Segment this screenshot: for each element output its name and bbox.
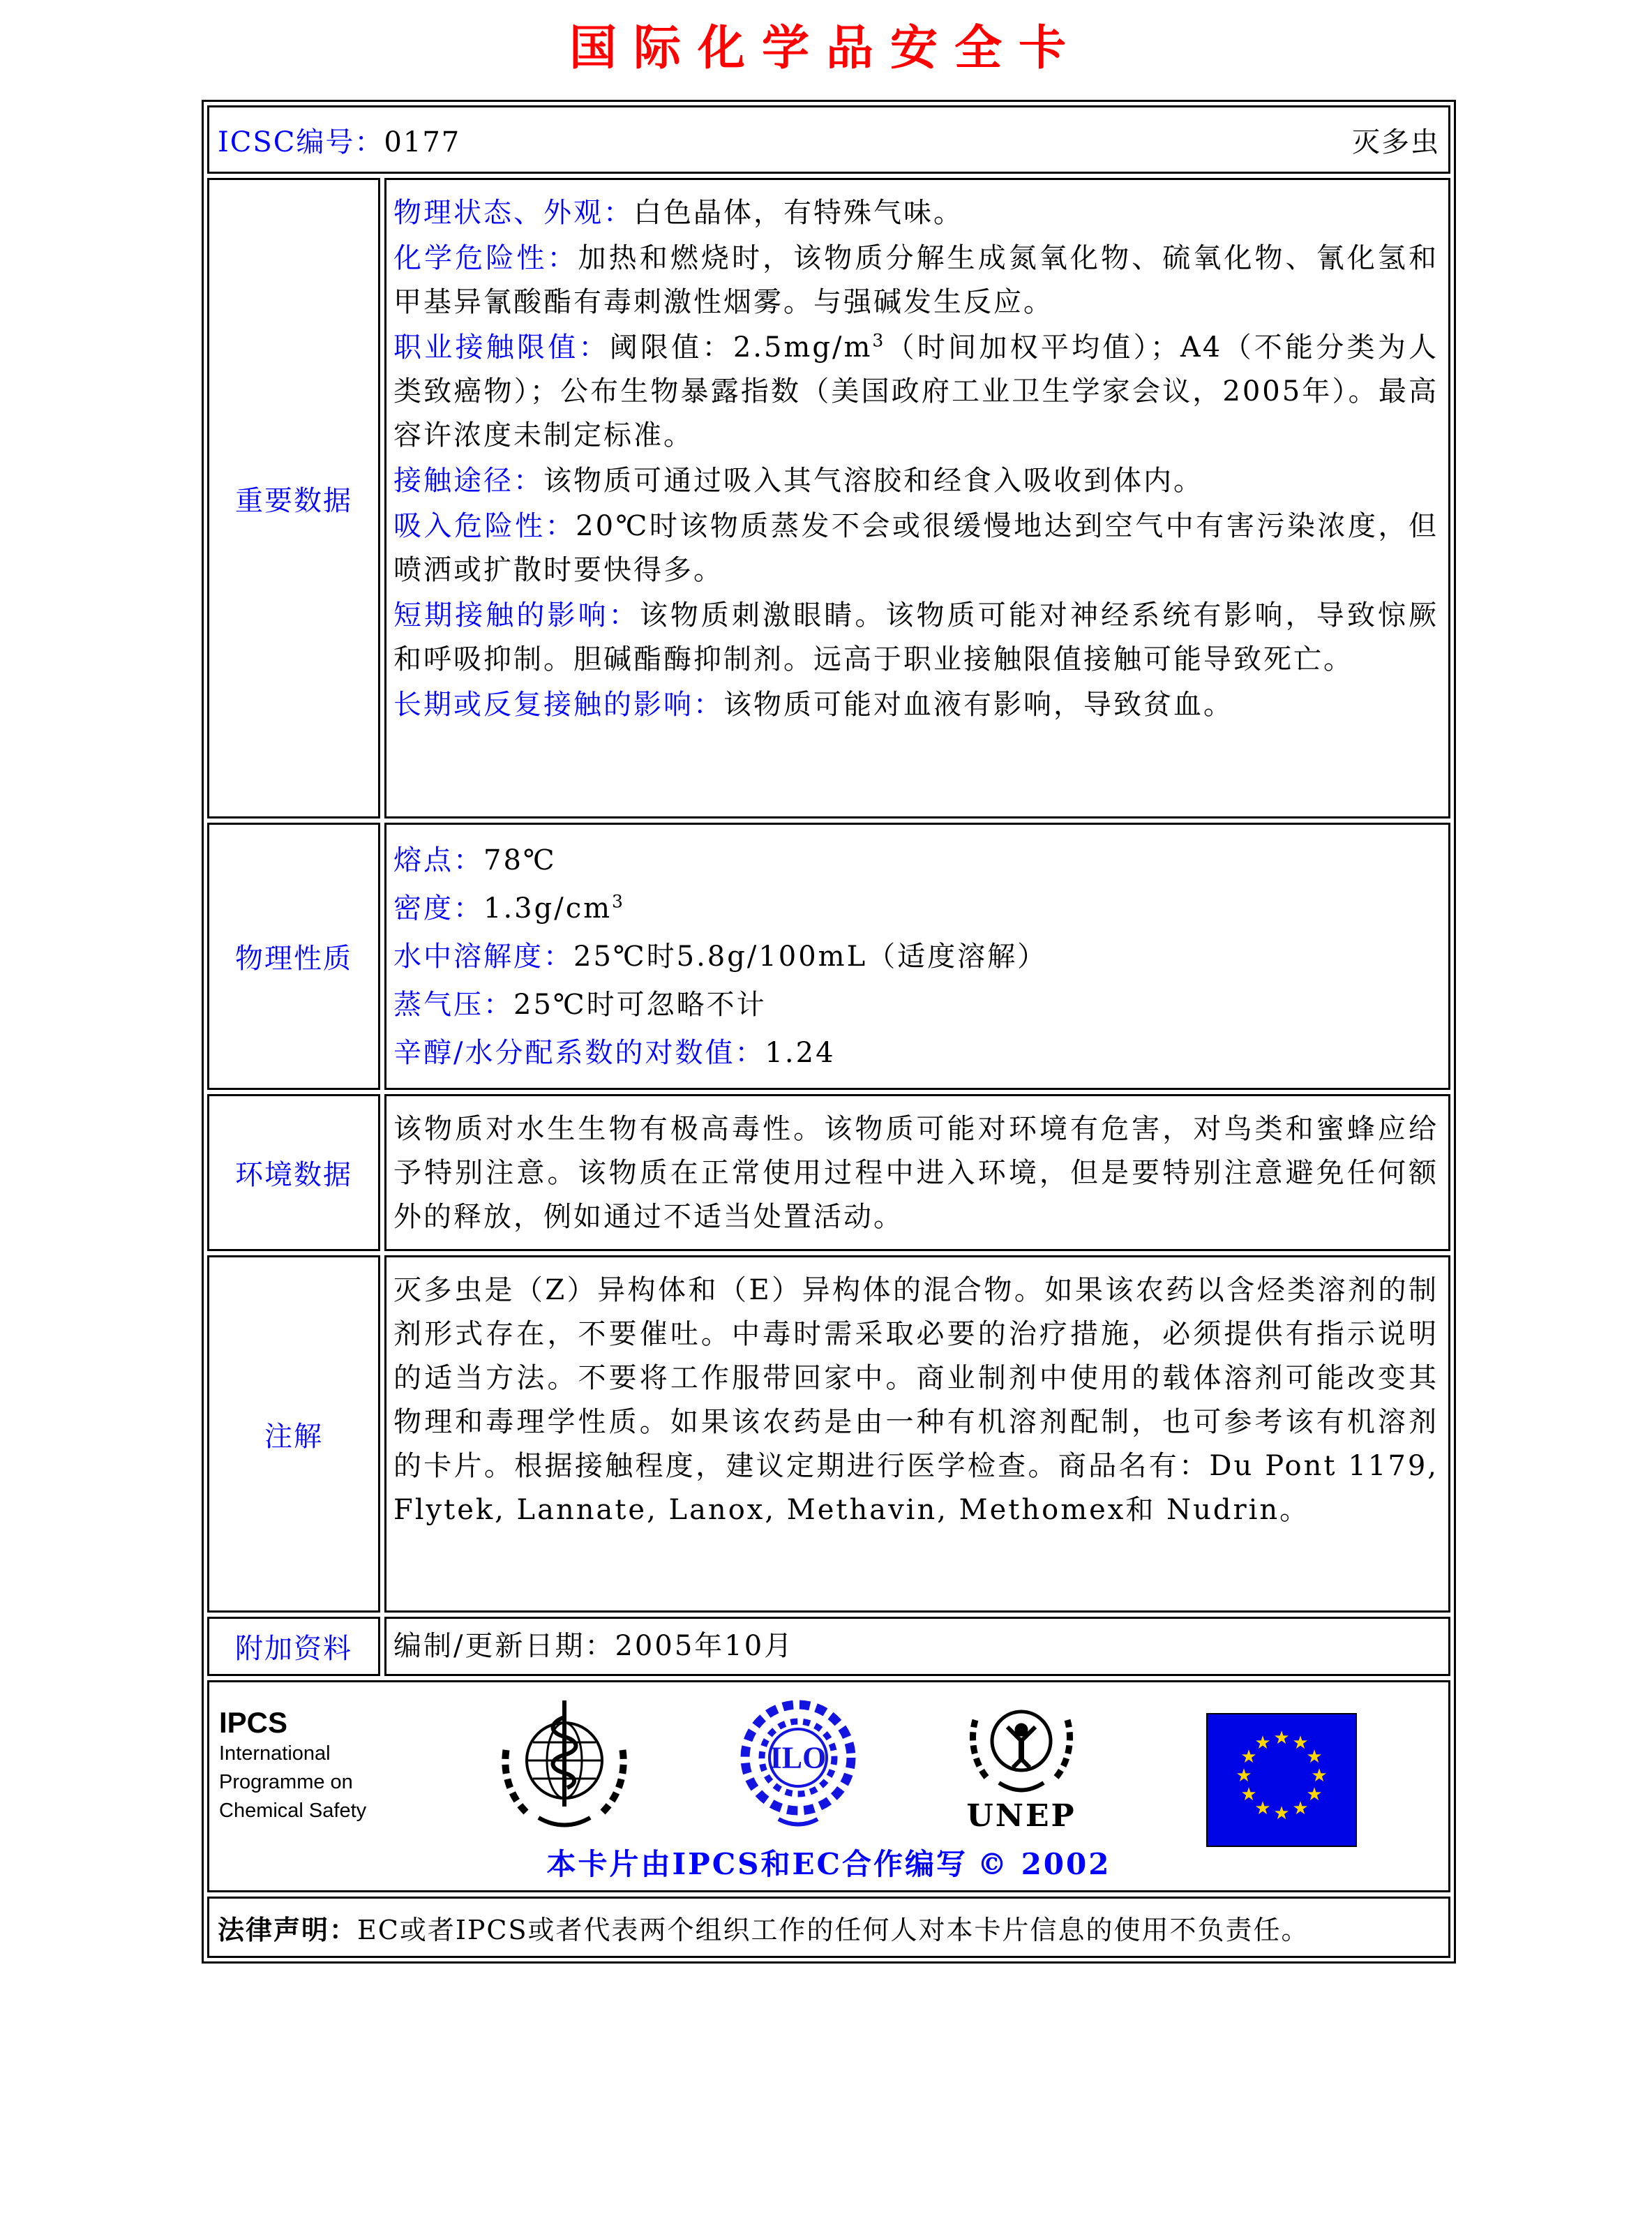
ilo-letters: ILO xyxy=(769,1740,827,1775)
field-long-term-effects xyxy=(393,683,1439,727)
eu-star: ★ xyxy=(1292,1798,1309,1819)
additional-info-row xyxy=(207,1617,1450,1676)
legal-text: EC或者IPCS或者代表两个组织工作的任何人对本卡片信息的使用不负责任。 xyxy=(357,1914,1309,1945)
field-physical-state xyxy=(393,191,1439,235)
eu-star: ★ xyxy=(1240,1747,1257,1767)
eu-star: ★ xyxy=(1306,1747,1323,1767)
field-density xyxy=(393,887,1439,931)
important-data-row xyxy=(207,178,1450,818)
footer-row xyxy=(207,1680,1450,1892)
icsc-number-value: 0177 xyxy=(384,126,461,158)
field-text: 1.24 xyxy=(765,1037,836,1069)
footer-cell xyxy=(207,1680,1450,1892)
eu-star: ★ xyxy=(1236,1765,1252,1786)
ilo-emblem-icon xyxy=(735,1696,861,1829)
field-label: 辛醇/水分配系数的对数值： xyxy=(393,1037,765,1069)
icsc-card-table xyxy=(202,100,1456,1964)
environmental-data-text: 该物质对水生生物有极高毒性。该物质可能对环境有危害，对鸟类和蜜蜂应给予特别注意。该物质在正常使用过程中进入环境，但是要特别注意避免任何额外的释放，例如通过不适当处置活动。 xyxy=(393,1113,1439,1233)
physical-properties-content xyxy=(384,823,1450,1090)
update-date-label: 编制/更新日期： xyxy=(393,1630,615,1662)
important-data-label: 重要数据 xyxy=(207,178,380,818)
field-water-solubility xyxy=(393,935,1439,979)
field-exposure-routes xyxy=(393,459,1439,503)
caption-copyright: © 2002 xyxy=(977,1847,1111,1881)
field-label: 水中溶解度： xyxy=(393,941,573,973)
field-short-term-effects xyxy=(393,594,1439,682)
field-text-post: （时间加权平均值）；A4（不能分类为人类致癌物）；公布生物暴露指数（美国政府工业卫生学家会议，2005年）。最高容许浓度未制定标准。 xyxy=(393,331,1439,451)
field-inhalation-risk xyxy=(393,504,1439,592)
eu-star: ★ xyxy=(1254,1798,1271,1819)
legal-cell xyxy=(207,1897,1450,1958)
chemical-name: 灭多虫 xyxy=(1352,126,1440,158)
environmental-data-content xyxy=(384,1094,1450,1251)
unep-emblem-block xyxy=(966,1695,1077,1832)
additional-info-label: 附加资料 xyxy=(207,1617,380,1676)
eu-star: ★ xyxy=(1306,1784,1323,1805)
important-data-content xyxy=(384,178,1450,818)
field-text: 25℃时5.8g/100mL（适度溶解） xyxy=(573,941,1048,973)
eu-star: ★ xyxy=(1311,1765,1328,1786)
field-occupational-exposure-limit xyxy=(393,326,1439,458)
eu-flag-icon xyxy=(1206,1713,1357,1847)
physical-properties-label: 物理性质 xyxy=(207,823,380,1090)
ipcs-acronym: IPCS xyxy=(219,1706,288,1739)
icsc-number-label: ICSC编号： xyxy=(218,126,384,158)
field-label: 吸入危险性： xyxy=(393,510,576,542)
eu-star: ★ xyxy=(1254,1733,1271,1753)
legal-label: 法律声明： xyxy=(218,1913,358,1945)
eu-star: ★ xyxy=(1292,1733,1309,1753)
field-label: 熔点： xyxy=(393,844,483,876)
legal-row xyxy=(207,1897,1450,1958)
eu-star: ★ xyxy=(1240,1784,1257,1805)
field-text: 20℃时该物质蒸发不会或很缓慢地达到空气中有害污染浓度，但喷洒或扩散时要快得多。 xyxy=(393,510,1439,586)
who-emblem-icon xyxy=(498,1692,631,1835)
field-text: 加热和燃烧时，该物质分解生成氮氧化物、硫氧化物、氰化氢和甲基异氰酸酯有毒刺激性烟雾。与强碱发生反应。 xyxy=(393,242,1439,318)
ipcs-line-3: Chemical Safety xyxy=(219,1800,367,1822)
environmental-data-label: 环境数据 xyxy=(207,1094,380,1251)
field-label: 蒸气压： xyxy=(393,989,513,1021)
field-text-pre: 阈限值：2.5mg/m xyxy=(609,331,873,364)
eu-star: ★ xyxy=(1273,1803,1290,1824)
notes-label: 注解 xyxy=(207,1255,380,1613)
header-row xyxy=(207,105,1450,174)
header-cell xyxy=(207,105,1450,174)
page-title: 国际化学品安全卡 xyxy=(569,20,1083,76)
ipcs-line-1: International xyxy=(219,1742,331,1765)
field-text: 25℃时可忽略不计 xyxy=(513,989,767,1021)
superscript: 3 xyxy=(872,330,886,351)
environmental-data-row xyxy=(207,1094,1450,1251)
notes-row xyxy=(207,1255,1450,1613)
ipcs-text-block xyxy=(219,1691,414,1825)
field-octanol-water-partition xyxy=(393,1031,1439,1075)
unep-emblem-icon xyxy=(966,1695,1077,1798)
update-date-value: 2005年10月 xyxy=(615,1630,795,1662)
physical-properties-row xyxy=(207,823,1450,1090)
field-label: 职业接触限值： xyxy=(393,331,610,364)
field-label: 接触途径： xyxy=(393,465,543,497)
footer-caption xyxy=(209,1841,1448,1883)
field-vapor-pressure xyxy=(393,983,1439,1027)
field-text: 白色晶体，有特殊气味。 xyxy=(633,197,963,229)
notes-text: 灭多虫是（Z）异构体和（E）异构体的混合物。如果该农药以含烃类溶剂的制剂形式存在，不要催吐。中毒时需采取必要的治疗措施，必须提供有指示说明的适当方法。不要将工作服带回家中。商业制剂中使用的载体溶剂可能改变其物理和毒理学性质。如果该农药是由一种有机溶剂配制，也可参考该有机溶剂的卡片。根据接触程度，建议定期进行医学检查。商品名有：Du Pont 1179, Flytek, Lannate, Lanox, Methavin, Methomex和 Nudrin。 xyxy=(393,1274,1439,1526)
field-melting-point xyxy=(393,839,1439,883)
additional-info-content xyxy=(384,1617,1450,1676)
field-chemical-danger xyxy=(393,237,1439,324)
eu-star: ★ xyxy=(1273,1728,1290,1749)
field-text: 该物质刺激眼睛。该物质可能对神经系统有影响，导致惊厥和呼吸抑制。胆碱酯酶抑制剂。远高于职业接触限值接触可能导致死亡。 xyxy=(393,599,1439,675)
caption-text: 本卡片由IPCS和EC合作编写 xyxy=(546,1847,968,1881)
notes-content xyxy=(384,1255,1450,1613)
field-label: 物理状态、外观： xyxy=(393,197,633,229)
field-label: 密度： xyxy=(393,892,483,925)
field-text: 78℃ xyxy=(483,844,557,876)
field-text: 该物质可能对血液有影响，导致贫血。 xyxy=(723,689,1233,721)
unep-letters: UNEP xyxy=(966,1798,1076,1834)
superscript: 3 xyxy=(612,891,625,912)
logos-strip xyxy=(209,1691,1448,1839)
ipcs-line-2: Programme on xyxy=(219,1771,353,1793)
icsc-number-group xyxy=(218,120,460,160)
field-text-pre: 1.3g/cm xyxy=(483,892,613,925)
field-label: 化学危险性： xyxy=(393,242,578,274)
field-label: 短期接触的影响： xyxy=(393,599,640,631)
field-text: 该物质可通过吸入其气溶胶和经食入吸收到体内。 xyxy=(543,465,1203,497)
field-label: 长期或反复接触的影响： xyxy=(393,689,723,721)
